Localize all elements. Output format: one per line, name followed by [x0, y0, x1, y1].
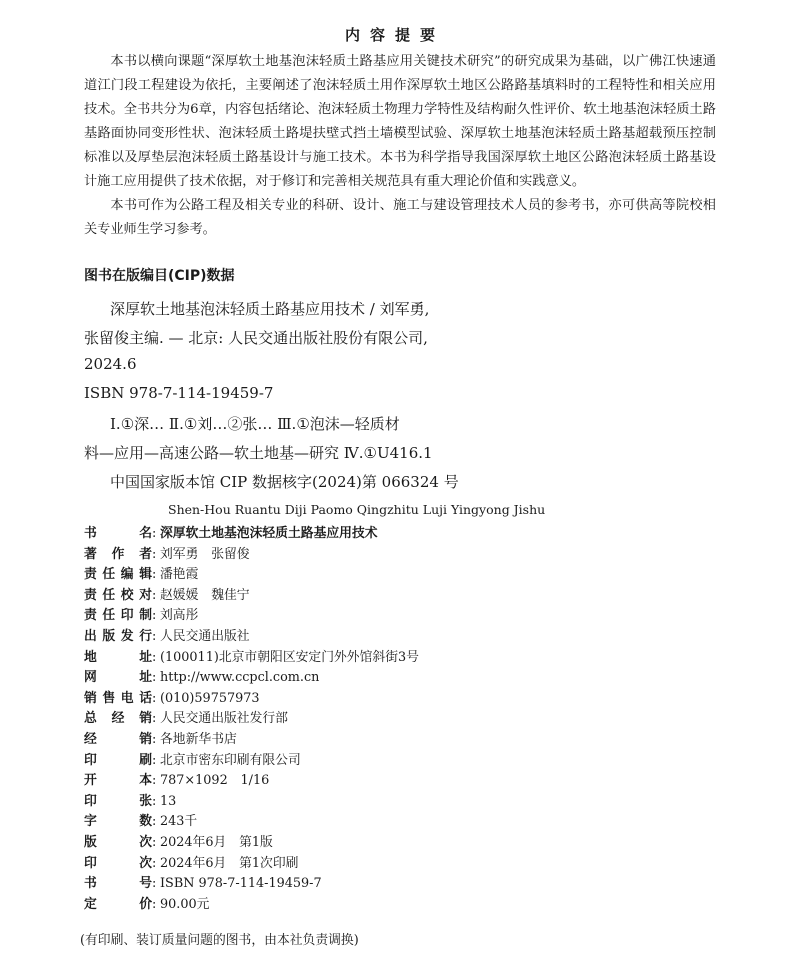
info-row-editor: 责任编辑 : 潘艳霞 [84, 565, 724, 586]
info-row-title: 书名 : 深厚软土地基泡沫轻质土路基应用技术 [84, 524, 724, 545]
info-row-sheets: 印张 : 13 [84, 792, 724, 813]
info-value-sheets: 13 [160, 793, 177, 809]
info-label: 字数 [84, 814, 152, 830]
info-label: 著作者 [84, 546, 152, 562]
info-label: 经销 [84, 731, 152, 747]
info-label: 地址 [84, 649, 152, 665]
info-value-proofreader: 赵媛媛 魏佳宁 [160, 587, 250, 603]
info-label: 开本 [84, 773, 152, 789]
info-label: 定价 [84, 896, 152, 912]
info-label: 书号 [84, 876, 152, 892]
info-row-printer: 印刷 : 北京市密东印刷有限公司 [84, 751, 724, 772]
info-row-phone: 销售电话 : (010)59757973 [84, 689, 724, 710]
info-row-print-supervisor: 责任印制 : 刘高彤 [84, 606, 724, 627]
info-label: 版次 [84, 834, 152, 850]
info-label: 责任校对 [84, 587, 152, 603]
cip-line-2: 张留俊主编. — 北京: 人民交通出版社股份有限公司, [84, 329, 428, 347]
info-value-phone: (010)59757973 [160, 690, 260, 706]
info-row-edition: 版次 : 2024年6月 第1版 [84, 833, 724, 854]
info-value-format: 787×1092 1/16 [160, 773, 270, 789]
info-row-retail: 经销 : 各地新华书店 [84, 730, 724, 751]
info-label: 出版发行 [84, 628, 152, 644]
info-label: 责任编辑 [84, 567, 152, 583]
info-row-isbn: 书号 : ISBN 978-7-114-19459-7 [84, 874, 724, 895]
cip-class-line-1: Ⅰ.①深… Ⅱ.①刘…②张… Ⅲ.①泡沫—轻质材 [110, 415, 400, 433]
cip-heading: 图书在版编目(CIP)数据 [84, 268, 235, 284]
info-value-isbn: ISBN 978-7-114-19459-7 [160, 876, 322, 892]
info-value-retail: 各地新华书店 [160, 731, 237, 747]
info-label: 责任印制 [84, 608, 152, 624]
cip-class-line-2: 料—应用—高速公路—软土地基—研究 Ⅳ.①U416.1 [84, 444, 433, 462]
info-value-price: 90.00元 [160, 896, 210, 912]
info-row-price: 定价 : 90.00元 [84, 895, 724, 916]
info-label: 印次 [84, 855, 152, 871]
info-value-printer: 北京市密东印刷有限公司 [160, 752, 301, 768]
cip-isbn: ISBN 978-7-114-19459-7 [84, 384, 274, 402]
info-value-word-count: 243千 [160, 814, 198, 830]
info-value-distributor: 人民交通出版社发行部 [160, 711, 288, 727]
info-label: 销售电话 [84, 690, 152, 706]
info-value-editor: 潘艳霞 [160, 567, 199, 583]
info-label: 书名 [84, 526, 152, 541]
info-label: 印张 [84, 793, 152, 809]
summary-title: 内容提要 [344, 26, 445, 44]
info-row-format: 开本 : 787×1092 1/16 [84, 771, 724, 792]
info-label: 印刷 [84, 752, 152, 768]
info-label: 网址 [84, 670, 152, 686]
summary-paragraph-2: 本书可作为公路工程及相关专业的科研、设计、施工与建设管理技术人员的参考书，亦可供高等院校相关专业师生学习参考。 [84, 198, 716, 237]
info-value-print-supervisor: 刘高彤 [160, 608, 199, 624]
info-value-title: 深厚软土地基泡沫轻质土路基应用技术 [160, 526, 378, 541]
publication-info [84, 524, 724, 915]
quality-notice: (有印刷、装订质量问题的图书，由本社负责调换) [80, 933, 359, 948]
info-value-authors: 刘军勇 张留俊 [160, 546, 250, 562]
info-row-publisher: 出版发行 : 人民交通出版社 [84, 627, 724, 648]
info-value-impression: 2024年6月 第1次印刷 [160, 855, 299, 871]
info-value-publisher: 人民交通出版社 [160, 628, 250, 644]
info-row-authors: 著作者 : 刘军勇 张留俊 [84, 545, 724, 566]
info-row-distributor: 总经销 : 人民交通出版社发行部 [84, 709, 724, 730]
info-value-address: (100011)北京市朝阳区安定门外外馆斜街3号 [160, 649, 419, 665]
info-label: 总经销 [84, 711, 152, 727]
info-row-impression: 印次 : 2024年6月 第1次印刷 [84, 854, 724, 875]
info-row-address: 地址 : (100011)北京市朝阳区安定门外外馆斜街3号 [84, 648, 724, 669]
cip-line-3: 2024.6 [84, 355, 137, 373]
summary-paragraph-1: 本书以横向课题“深厚软土地基泡沫轻质土路基应用关键技术研究”的研究成果为基础，以广佛江快速通道江门段工程建设为依托，主要阐述了泡沫轻质土用作深厚软土地区公路路基填料时的工程特性和相关应用技术。全书共分为6章，内容包括绪论、泡沫轻质土物理力学特性及结构耐久性评价、软土地基泡沫轻质土路基路面协同变形性状、泡沫轻质土路堤扶壁式挡土墙模型试验、深厚软土地基泡沫轻质土路基超载预压控制标准以及厚垫层泡沫轻质土路基设计与施工技术。本书为科学指导我国深厚软土地区公路泡沫轻质土路基设计施工应用提供了技术依据，对于修订和完善相关规范具有重大理论价值和实践意义。 [84, 54, 716, 189]
cip-line-1: 深厚软土地基泡沫轻质土路基应用技术 / 刘军勇, [110, 300, 430, 318]
info-row-proofreader: 责任校对 : 赵媛媛 魏佳宁 [84, 586, 724, 607]
info-value-edition: 2024年6月 第1版 [160, 834, 273, 850]
cip-verify: 中国国家版本馆 CIP 数据核字(2024)第 066324 号 [110, 473, 459, 491]
info-value-website: http://www.ccpcl.com.cn [160, 670, 320, 686]
info-row-word-count: 字数 : 243千 [84, 812, 724, 833]
summary-body [84, 50, 716, 242]
info-row-website: 网址 : http://www.ccpcl.com.cn [84, 668, 724, 689]
pinyin-title: Shen-Hou Ruantu Diji Paomo Qingzhitu Luji Yingyong Jishu [168, 502, 546, 517]
